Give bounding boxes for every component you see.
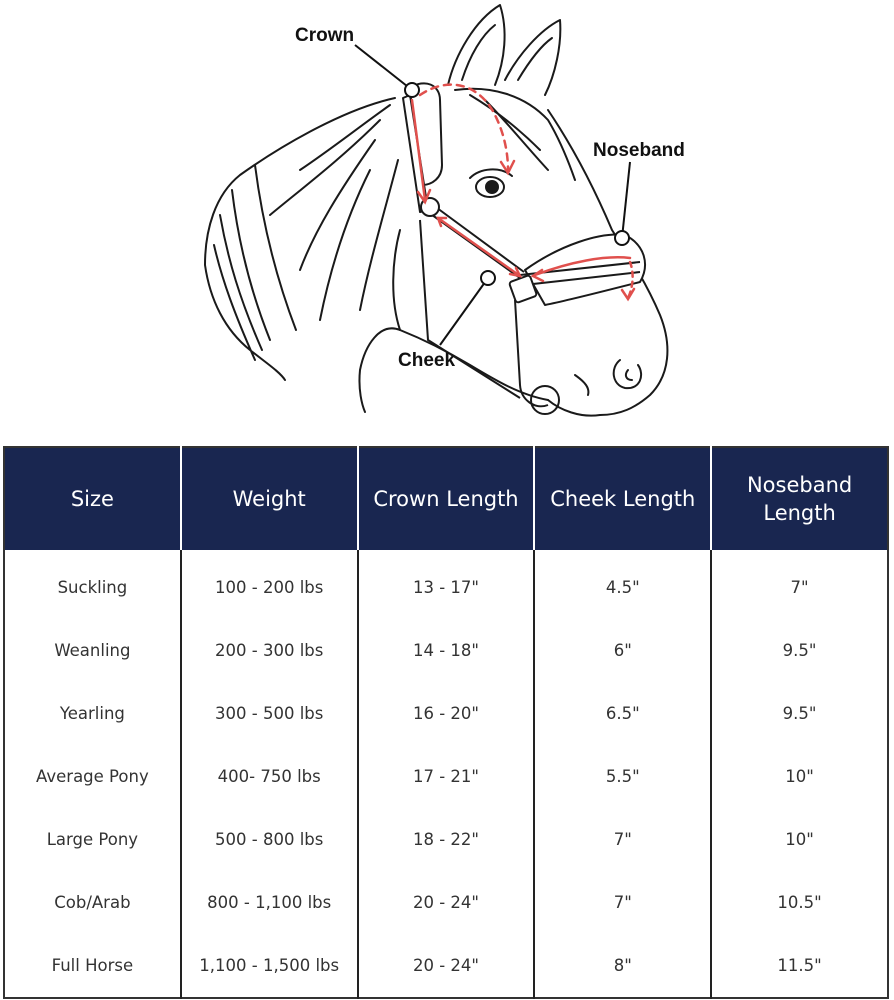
- cell-weight: 100 - 200 lbs: [181, 550, 358, 619]
- left-ear: [448, 5, 505, 85]
- size-chart-table: [3, 446, 889, 999]
- cell-size: Yearling: [59, 704, 125, 723]
- table-header-row: [4, 447, 888, 550]
- header-noseband-length: Noseband Length: [711, 447, 888, 550]
- cheek-strap: [428, 205, 524, 278]
- callouts: [295, 25, 685, 371]
- cell-cheek-length: 4.5": [534, 550, 711, 619]
- left-ear-inner: [462, 25, 495, 80]
- cell-noseband-length: 10": [711, 745, 888, 808]
- table-row: [4, 745, 888, 808]
- cheek-label: Cheek: [398, 350, 456, 371]
- cell-crown-length: 18 - 22": [358, 808, 535, 871]
- halter-diagram: [0, 0, 894, 440]
- nostril: [614, 360, 641, 388]
- table-row: [4, 934, 888, 998]
- throat-strap: [420, 220, 520, 398]
- forelock: [455, 89, 575, 180]
- crown-label: Crown: [295, 25, 355, 46]
- mane: [205, 98, 398, 380]
- table-row: [4, 808, 888, 871]
- cell-cheek-length: 5.5": [534, 745, 711, 808]
- right-ear-inner: [518, 38, 552, 80]
- crown-marker: [405, 83, 419, 97]
- noseband-marker: [615, 231, 629, 245]
- pupil: [486, 181, 498, 193]
- cell-size: Weanling: [54, 641, 131, 660]
- cell-weight: 200 - 300 lbs: [181, 619, 358, 682]
- cell-weight: 300 - 500 lbs: [181, 682, 358, 745]
- cell-crown-length: 14 - 18": [358, 619, 535, 682]
- table-row: [4, 550, 888, 619]
- cell-noseband-length: 9.5": [711, 619, 888, 682]
- cell-weight: 500 - 800 lbs: [181, 808, 358, 871]
- mouth: [575, 375, 588, 395]
- cell-cheek-length: 7": [534, 808, 711, 871]
- cell-noseband-length: 10": [711, 808, 888, 871]
- lead-strap: [515, 300, 548, 406]
- cell-size: Suckling: [57, 578, 128, 597]
- cell-cheek-length: 8": [534, 934, 711, 998]
- header-weight: Weight: [181, 447, 358, 550]
- cheek-arrow: [438, 218, 520, 276]
- cell-noseband-length: 11.5": [711, 934, 888, 998]
- cell-cheek-length: 6": [534, 619, 711, 682]
- cell-crown-length: 16 - 20": [358, 682, 535, 745]
- cheek-marker: [481, 271, 495, 285]
- table-row: [4, 871, 888, 934]
- cell-noseband-length: 9.5": [711, 682, 888, 745]
- cell-weight: 800 - 1,100 lbs: [181, 871, 358, 934]
- cell-size: Cob/Arab: [54, 893, 131, 912]
- cell-noseband-length: 10.5": [711, 871, 888, 934]
- cell-crown-length: 17 - 21": [358, 745, 535, 808]
- cell-crown-length: 20 - 24": [358, 934, 535, 998]
- cell-size: Full Horse: [51, 956, 134, 975]
- cell-weight: 400- 750 lbs: [181, 745, 358, 808]
- cell-size: Average Pony: [36, 767, 149, 786]
- cell-size: Large Pony: [46, 830, 139, 849]
- header-crown-length: Crown Length: [358, 447, 535, 550]
- header-size: Size: [4, 447, 181, 550]
- cell-noseband-length: 7": [711, 550, 888, 619]
- cell-cheek-length: 6.5": [534, 682, 711, 745]
- cell-crown-length: 13 - 17": [358, 550, 535, 619]
- cell-cheek-length: 7": [534, 871, 711, 934]
- throat: [393, 230, 400, 330]
- table-row: [4, 682, 888, 745]
- cell-weight: 1,100 - 1,500 lbs: [181, 934, 358, 998]
- table-row: [4, 619, 888, 682]
- cell-crown-length: 20 - 24": [358, 871, 535, 934]
- header-cheek-length: Cheek Length: [534, 447, 711, 550]
- noseband-dashed-head: [622, 289, 634, 299]
- noseband-label: Noseband: [593, 140, 685, 161]
